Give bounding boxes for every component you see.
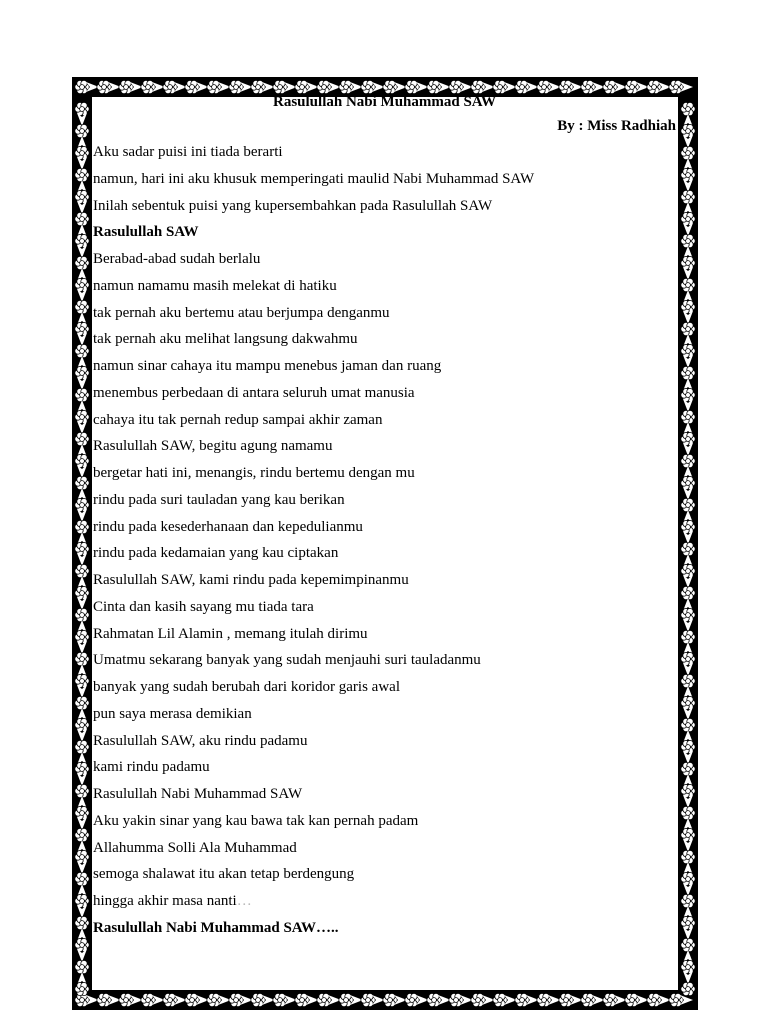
flower-ornament	[119, 993, 133, 1006]
poem-line-text: pun saya merasa demikian	[93, 705, 252, 722]
flower-ornament	[75, 322, 89, 335]
flower-ornament	[681, 784, 695, 797]
flower-ornament	[75, 454, 89, 467]
flower-ornament	[75, 674, 89, 687]
flower-ornament	[581, 993, 595, 1006]
flower-ornament	[681, 630, 695, 643]
flower-ornament	[273, 993, 287, 1006]
poem-line	[93, 353, 676, 380]
flower-ornament	[75, 762, 89, 775]
flower-ornament	[681, 608, 695, 621]
flower-ornament	[75, 498, 89, 511]
poem-line-text: namun sinar cahaya itu mampu menebus jaman dan ruang	[93, 358, 442, 374]
flower-ornament	[75, 410, 89, 423]
poem-line	[93, 781, 676, 808]
flower-ornament	[75, 344, 89, 357]
flower-ornament	[75, 916, 89, 929]
flower-ornament	[493, 993, 507, 1006]
flower-ornament	[141, 993, 155, 1006]
flower-ornament	[75, 190, 89, 203]
flower-ornament	[681, 476, 695, 489]
flower-ornament	[75, 652, 89, 665]
flower-ornament	[75, 850, 89, 863]
flower-ornament	[339, 993, 353, 1006]
flower-ornament	[681, 652, 695, 665]
flower-ornament	[75, 366, 89, 379]
poem-line-text: tak pernah aku bertemu atau berjumpa denganmu	[93, 304, 390, 321]
poem-line	[93, 219, 676, 246]
poem-line-text: semoga shalawat itu akan tetap berdengung	[93, 866, 355, 883]
flower-ornament	[681, 520, 695, 533]
flower-ornament	[681, 168, 695, 181]
flower-ornament	[75, 894, 89, 907]
poem-line-text: banyak yang sudah berubah dari koridor garis awal	[93, 679, 400, 695]
poem-line-text: Aku yakin sinar yang kau bawa tak kan pernah padam	[93, 812, 419, 829]
poem-line	[93, 647, 676, 674]
flower-ornament	[449, 993, 463, 1006]
flower-ornament	[75, 520, 89, 533]
flower-ornament	[681, 366, 695, 379]
flower-ornament	[681, 388, 695, 401]
poem-line	[93, 888, 676, 915]
poem-line-text: rindu pada suri tauladan yang kau berikan	[93, 491, 345, 508]
poem-line	[93, 193, 676, 220]
ellipsis-mark: …	[236, 893, 252, 909]
flower-ornament	[75, 806, 89, 819]
flower-ornament	[75, 432, 89, 445]
flower-ornament	[681, 718, 695, 731]
flower-ornament	[681, 432, 695, 445]
flower-ornament	[681, 344, 695, 357]
flower-ornament	[75, 960, 89, 973]
flower-ornament	[681, 190, 695, 203]
flower-ornament	[681, 542, 695, 555]
flower-ornament	[681, 454, 695, 467]
poem-line-text: Cinta dan kasih sayang mu tiada tara	[93, 598, 314, 615]
poem-document	[93, 91, 676, 942]
poem-line	[93, 166, 676, 193]
poem-line	[93, 861, 676, 888]
flower-ornament	[681, 938, 695, 951]
poem-line	[93, 915, 676, 942]
flower-ornament	[75, 564, 89, 577]
poem-line-text: Rasulullah Nabi Muhammad SAW	[93, 786, 303, 802]
flower-ornament	[75, 982, 89, 995]
flower-ornament	[681, 124, 695, 137]
poem-line-text: hingga akhir masa nanti	[93, 893, 237, 909]
flower-ornament	[681, 806, 695, 819]
poem-line-text: namun, hari ini aku khusuk memperingati maulid Nabi Muhammad SAW	[93, 170, 535, 187]
flower-ornament	[75, 740, 89, 753]
flower-ornament	[75, 278, 89, 291]
flower-ornament	[681, 586, 695, 599]
poem-line	[93, 300, 676, 327]
flower-ornament	[75, 938, 89, 951]
author-line: By : Miss Radhiah	[557, 118, 676, 134]
poem-line-text: cahaya itu tak pernah redup sampai akhir zaman	[93, 411, 383, 428]
poem-line	[93, 326, 676, 353]
flower-ornament	[681, 212, 695, 225]
flower-ornament	[681, 762, 695, 775]
flower-ornament	[75, 542, 89, 555]
flower-ornament	[681, 102, 695, 115]
flower-ornament	[75, 300, 89, 313]
flower-ornament	[317, 993, 331, 1006]
flower-ornament	[251, 993, 265, 1006]
flower-ornament	[75, 630, 89, 643]
poem-line-text: Rasulullah Nabi Muhammad SAW…..	[93, 919, 339, 936]
poem-line	[93, 701, 676, 728]
flower-ornament	[75, 476, 89, 489]
flower-ornament	[681, 828, 695, 841]
flower-ornament	[295, 993, 309, 1006]
flower-ornament	[647, 993, 661, 1006]
poem-line-text: Rasulullah SAW, begitu agung namamu	[93, 438, 333, 455]
flower-ornament	[75, 80, 89, 93]
poem-line	[93, 487, 676, 514]
flower-ornament	[681, 696, 695, 709]
poem-line-text: Rasulullah SAW, kami rindu pada kepemimpinanmu	[93, 572, 409, 588]
poem-line-text: Rasulullah SAW	[93, 224, 199, 241]
poem-line	[93, 514, 676, 541]
poem-line-text: Berabad-abad sudah berlalu	[93, 251, 261, 267]
poem-line	[93, 621, 676, 648]
poem-line-text: tak pernah aku melihat langsung dakwahmu	[93, 331, 358, 348]
document-title: Rasulullah Nabi Muhammad SAW	[273, 94, 496, 110]
poem-line	[93, 808, 676, 835]
flower-ornament	[515, 993, 529, 1006]
flower-ornament	[75, 256, 89, 269]
flower-ornament	[163, 993, 177, 1006]
poem-line	[93, 273, 676, 300]
poem-line-text: namun namamu masih melekat di hatiku	[93, 277, 337, 294]
flower-ornament	[681, 564, 695, 577]
flower-ornament	[681, 256, 695, 269]
poem-line-text: Aku sadar puisi ini tiada berarti	[93, 144, 283, 160]
flower-ornament	[681, 674, 695, 687]
poem-line	[93, 246, 676, 273]
poem-line	[93, 728, 676, 755]
flower-ornament	[681, 894, 695, 907]
poem-line	[93, 835, 676, 862]
flower-ornament	[537, 993, 551, 1006]
poem-line	[93, 433, 676, 460]
flower-ornament	[681, 300, 695, 313]
flower-ornament	[427, 993, 441, 1006]
flower-ornament	[97, 993, 111, 1006]
flower-ornament	[669, 993, 683, 1006]
flower-ornament	[681, 410, 695, 423]
poem-line-text: Rasulullah SAW, aku rindu padamu	[93, 732, 308, 749]
flower-ornament	[75, 212, 89, 225]
poem-line	[93, 460, 676, 487]
flower-ornament	[625, 993, 639, 1006]
poem-line	[93, 567, 676, 594]
flower-ornament	[681, 916, 695, 929]
poem-line-text: rindu pada kedamaian yang kau ciptakan	[93, 545, 339, 562]
flower-ornament	[75, 168, 89, 181]
flower-ornament	[75, 872, 89, 885]
flower-ornament	[681, 960, 695, 973]
flower-ornament	[681, 146, 695, 159]
poem-body	[93, 139, 676, 942]
poem-line-text: Allahumma Solli Ala Muhammad	[93, 839, 297, 856]
flower-ornament	[75, 696, 89, 709]
poem-line	[93, 594, 676, 621]
poem-line	[93, 380, 676, 407]
flower-ornament	[207, 993, 221, 1006]
flower-ornament	[361, 993, 375, 1006]
flower-ornament	[75, 718, 89, 731]
poem-line	[93, 754, 676, 781]
flower-ornament	[75, 102, 89, 115]
poem-line	[93, 540, 676, 567]
flower-ornament	[681, 740, 695, 753]
poem-line-text: Umatmu sekarang banyak yang sudah menjauhi suri tauladanmu	[93, 652, 481, 669]
poem-line-text: Inilah sebentuk puisi yang kupersembahkan pada Rasulullah SAW	[93, 197, 493, 214]
poem-line-text: rindu pada kesederhanaan dan kepedulianmu	[93, 518, 363, 535]
flower-ornament	[75, 124, 89, 137]
flower-ornament	[405, 993, 419, 1006]
flower-ornament	[229, 993, 243, 1006]
flower-ornament	[75, 608, 89, 621]
flower-ornament	[75, 586, 89, 599]
poem-line-text: kami rindu padamu	[93, 759, 210, 776]
flower-ornament	[681, 322, 695, 335]
flower-ornament	[75, 146, 89, 159]
flower-ornament	[75, 828, 89, 841]
flower-ornament	[681, 278, 695, 291]
poem-line	[93, 139, 676, 166]
flower-ornament	[681, 982, 695, 995]
flower-ornament	[471, 993, 485, 1006]
poem-line	[93, 407, 676, 434]
flower-ornament	[75, 388, 89, 401]
flower-ornament	[559, 993, 573, 1006]
flower-ornament	[681, 872, 695, 885]
flower-ornament	[75, 784, 89, 797]
flower-ornament	[75, 234, 89, 247]
flower-ornament	[681, 234, 695, 247]
poem-line	[93, 674, 676, 701]
poem-line-text: bergetar hati ini, menangis, rindu bertemu dengan mu	[93, 465, 415, 481]
flower-ornament	[185, 993, 199, 1006]
poem-line-text: Rahmatan Lil Alamin , memang itulah dirimu	[93, 625, 368, 642]
flower-ornament	[603, 993, 617, 1006]
flower-ornament	[383, 993, 397, 1006]
flower-ornament	[681, 850, 695, 863]
poem-line-text: menembus perbedaan di antara seluruh umat manusia	[93, 384, 415, 401]
flower-ornament	[681, 498, 695, 511]
